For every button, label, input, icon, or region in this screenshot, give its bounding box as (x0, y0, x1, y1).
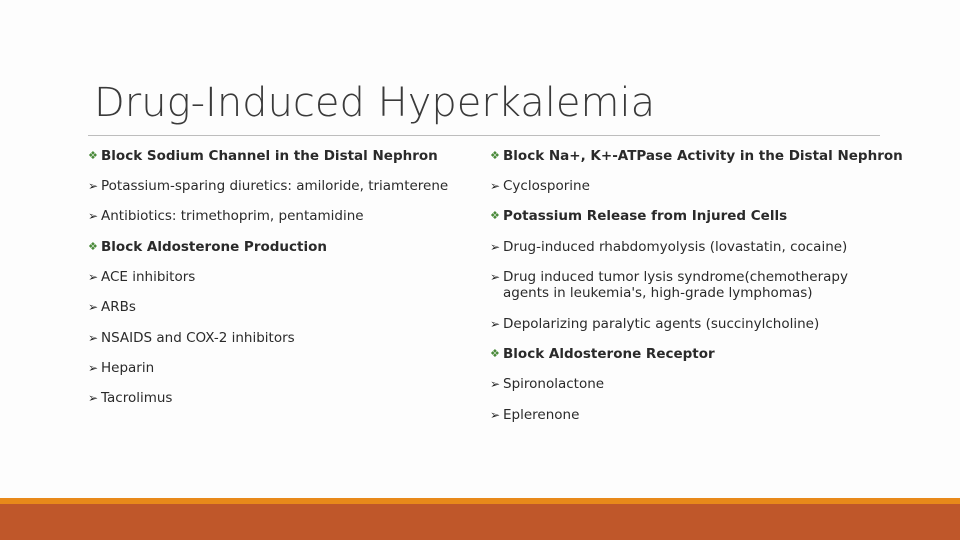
right-header-potassium-release: ❖ Potassium Release from Injured Cells (490, 208, 788, 224)
arrow-icon: ➢ (490, 317, 501, 331)
arrow-icon: ➢ (88, 391, 99, 405)
right-header-aldosterone-receptor: ❖ Block Aldosterone Receptor (490, 346, 715, 362)
arrow-icon: ➢ (88, 270, 99, 284)
arrow-icon: ➢ (490, 240, 501, 254)
left-item-nsaids: ➢ NSAIDS and COX-2 inhibitors (88, 330, 295, 346)
right-item-eplerenone: ➢ Eplerenone (490, 407, 580, 423)
arrow-icon: ➢ (88, 361, 99, 375)
diamond-icon: ❖ (490, 209, 500, 222)
left-item-antibiotics: ➢ Antibiotics: trimethoprim, pentamidine (88, 208, 364, 224)
arrow-icon: ➢ (88, 331, 99, 345)
diamond-icon: ❖ (490, 347, 500, 360)
left-header-aldosterone-production: ❖ Block Aldosterone Production (88, 239, 327, 255)
left-item-ace-inhibitors: ➢ ACE inhibitors (88, 269, 196, 285)
arrow-icon: ➢ (490, 377, 501, 391)
arrow-icon: ➢ (88, 209, 99, 223)
arrow-icon: ➢ (88, 300, 99, 314)
left-item-potassium-sparing: ➢ Potassium-sparing diuretics: amiloride, triamterene (88, 178, 449, 194)
arrow-icon: ➢ (88, 179, 99, 193)
footer-bar (0, 504, 960, 540)
right-item-rhabdomyolysis: ➢ Drug-induced rhabdomyolysis (lovastatin, cocaine) (490, 239, 848, 255)
slide-title: Drug-Induced Hyperkalemia (94, 80, 656, 126)
arrow-icon: ➢ (490, 179, 501, 193)
title-divider (88, 135, 880, 136)
diamond-icon: ❖ (88, 240, 98, 253)
right-item-spironolactone: ➢ Spironolactone (490, 376, 605, 392)
diamond-icon: ❖ (490, 149, 500, 162)
diamond-icon: ❖ (88, 149, 98, 162)
right-item-depolarizing-agents: ➢ Depolarizing paralytic agents (succinylcholine) (490, 316, 820, 332)
right-item-cyclosporine: ➢ Cyclosporine (490, 178, 590, 194)
arrow-icon: ➢ (490, 270, 501, 284)
right-item-tumor-lysis: ➢ Drug induced tumor lysis syndrome(chemotherapy agents in leukemia's, high-grade lymphomas) (490, 269, 848, 301)
arrow-icon: ➢ (490, 408, 501, 422)
right-header-na-k-atpase: ❖ Block Na+, K+-ATPase Activity in the Distal Nephron (490, 148, 903, 164)
left-item-heparin: ➢ Heparin (88, 360, 155, 376)
left-item-arbs: ➢ ARBs (88, 299, 136, 315)
left-item-tacrolimus: ➢ Tacrolimus (88, 390, 173, 406)
left-header-sodium-channel: ❖ Block Sodium Channel in the Distal Nephron (88, 148, 438, 164)
